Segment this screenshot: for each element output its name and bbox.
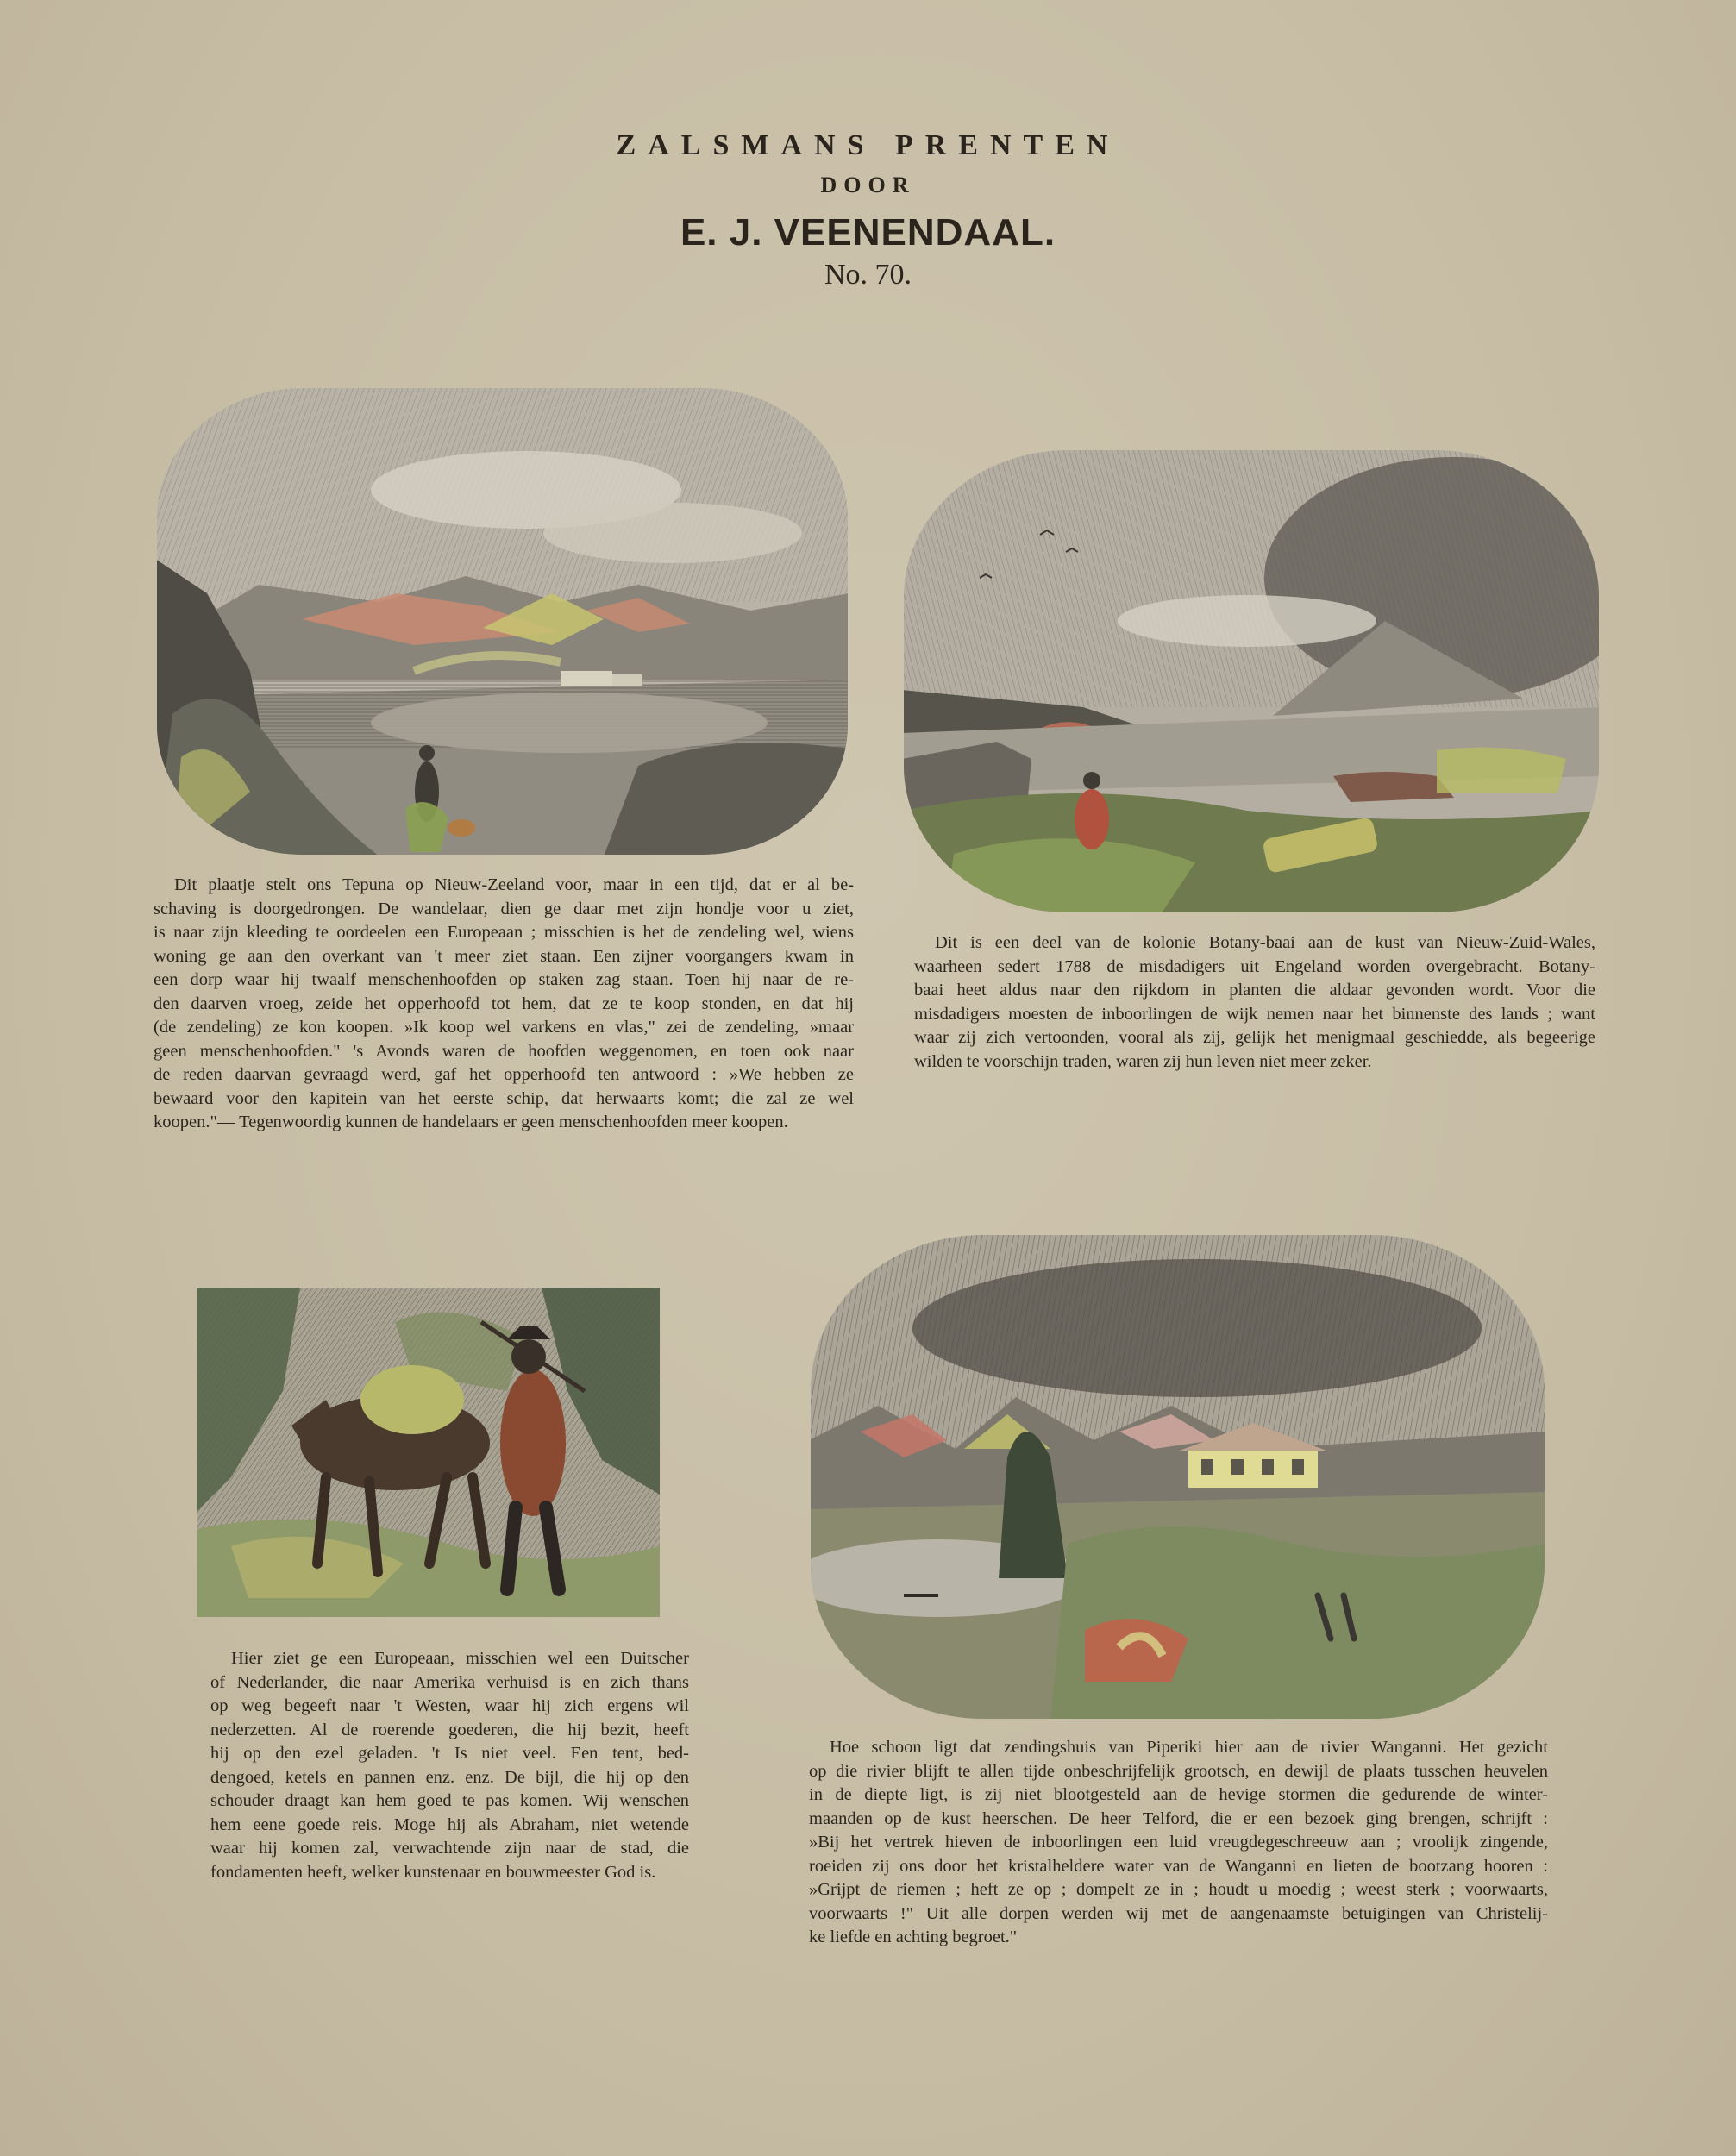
caption-tepuna — [154, 874, 854, 1135]
caption-line: waarheen sedert 1788 de misdadigers uit Engeland worden overgebracht. Botany- — [914, 956, 1595, 976]
caption-line: Hier ziet ge een Europeaan, misschien wel een Duitscher — [231, 1649, 689, 1668]
botany-bay-illustration — [902, 448, 1601, 914]
print-number: No. 70. — [824, 259, 912, 291]
caption-piperiki — [809, 1736, 1548, 1950]
caption-line: Dit plaatje stelt ons Tepuna op Nieuw-Zeeland voor, maar in een tijd, dat er al be- — [174, 875, 854, 894]
caption-traveller — [210, 1647, 689, 1884]
caption-line: koopen."— Tegenwoordig kunnen de handelaars er geen menschenhoofden meer koopen. — [154, 1112, 788, 1131]
caption-line: schouder draagt kan hem goed te pas komen. Wij wenschen — [210, 1791, 689, 1810]
caption-line: baai heet aldus naar den rijkdom in planten die aldaar gevonden wordt. Voor die — [914, 981, 1595, 1000]
mission-house-icon — [809, 1233, 1546, 1720]
caption-line: ke liefde en achting begroet." — [809, 1927, 1018, 1946]
caption-line: geen menschenhoofden." 's Avonds waren de hoofden weggenomen, en toen ook naar — [154, 1041, 854, 1061]
caption-line: Dit is een deel van de kolonie Botany-baai aan de kust van Nieuw-Zuid-Wales, — [935, 933, 1595, 952]
caption-line: dengoed, ketels en pannen enz. enz. De bijl, die hij op den — [210, 1767, 689, 1787]
publisher-name: E. J. VEENENDAAL. — [680, 211, 1056, 254]
series-title: ZALSMANS PRENTEN — [616, 129, 1120, 161]
caption-line: in de diepte ligt, is zij niet blootgesteld aan de hevige stormen die gedurende de winter- — [809, 1785, 1548, 1804]
caption-line: »Bij het vertrek hieven de inboorlingen een luid vreugdegeschreeuw aan ; vroolijk zingende, — [809, 1833, 1548, 1852]
lake-landscape-illustration — [155, 386, 849, 856]
caption-line: misdadigers moesten de inboorlingen de wijk nemen naar het binnenste des lands ; want — [914, 1004, 1595, 1024]
caption-line: schaving is doorgedrongen. De wandelaar, dien ge daar met zijn hondje voor u ziet, — [154, 899, 854, 918]
caption-line: voorwaarts !" Uit alle dorpen werden wij met de aangenaamste betuigingen van Christelij- — [809, 1903, 1548, 1923]
caption-line: hij op den ezel geladen. 't Is niet veel. Een tent, bed- — [210, 1744, 689, 1763]
caption-line: fondamenten heeft, welker kunstenaar en bouwmeester God is. — [210, 1862, 656, 1882]
caption-line: woning ge aan den overkant van 't meer ziet staan. Een zijner voorgangers kwam in — [154, 946, 854, 966]
caption-line: de reden daarvan gevraagd werd, gaf het opperhoofd ten antwoord : »We hebben ze — [154, 1065, 854, 1084]
mission-house-illustration — [809, 1233, 1546, 1720]
traveller-donkey-icon — [197, 1288, 660, 1617]
caption-line: Hoe schoon ligt dat zendingshuis van Piperiki hier aan de rivier Wanganni. Het gezicht — [830, 1738, 1548, 1757]
caption-line: of Nederlander, die naar Amerika verhuisd is en zich thans — [210, 1672, 689, 1692]
caption-line: (de zendeling) ze kon koopen. »Ik koop wel varkens en vlas," zei de zendeling, »maar — [154, 1018, 854, 1037]
caption-line: is naar zijn kleeding te oordeelen een Europeaan ; misschien is het de zendeling wel, wiens — [154, 923, 854, 942]
caption-line: bewaard voor den kapitein van het eerste schip, dat herwaarts komt; die zal ze wel — [154, 1088, 854, 1108]
caption-line: hem eene goede reis. Moge hij als Abraham, niet wetende — [210, 1814, 689, 1834]
caption-line: roeiden zij ons door het kristalheldere water van de Wanganni en lieten de bootzang hooren : — [809, 1856, 1548, 1876]
caption-line: nederzetten. Al de roerende goederen, die hij bezit, heeft — [210, 1720, 689, 1739]
caption-line: een dorp waar hij twaalf menschenhoofden op staken zag staan. Toen hij naar de re- — [154, 970, 854, 989]
caption-botany-bay — [914, 931, 1595, 1074]
caption-line: den daarven vroeg, zeide het opperhoofd tot hem, dat ze te koop stonden, en dat hij — [154, 993, 854, 1013]
caption-line: maanden op de kust heerschen. De heer Telford, die er een bezoek ging brengen, schrijft : — [809, 1808, 1548, 1828]
caption-line: »Grijpt de riemen ; heft ze op ; dompelt ze in ; houdt u moedig ; weest sterk ; voorwaarts, — [809, 1880, 1548, 1899]
caption-line: waar hij komen zal, verwachtende zijn naar de stad, die — [210, 1839, 689, 1858]
caption-line: op die rivier blijft te allen tijde onbeschrijfelijk grootsch, en dewijl de plaats tusschen heuvelen — [809, 1761, 1548, 1781]
landscape-coast-icon — [902, 448, 1601, 914]
traveller-with-donkey-illustration — [197, 1288, 660, 1617]
landscape-lake-icon — [155, 386, 849, 856]
caption-line: op weg begeeft naar 't Westen, waar hij zich ergens wil — [210, 1696, 689, 1715]
caption-line: wilden te voorschijn traden, waren zij hun leven niet meer zeker. — [914, 1051, 1372, 1071]
series-by-line: DOOR — [820, 172, 916, 197]
caption-line: waar zij zich vertoonden, vooral als zij, gelijk het menigmaal geschiedde, als begeerige — [914, 1028, 1595, 1047]
